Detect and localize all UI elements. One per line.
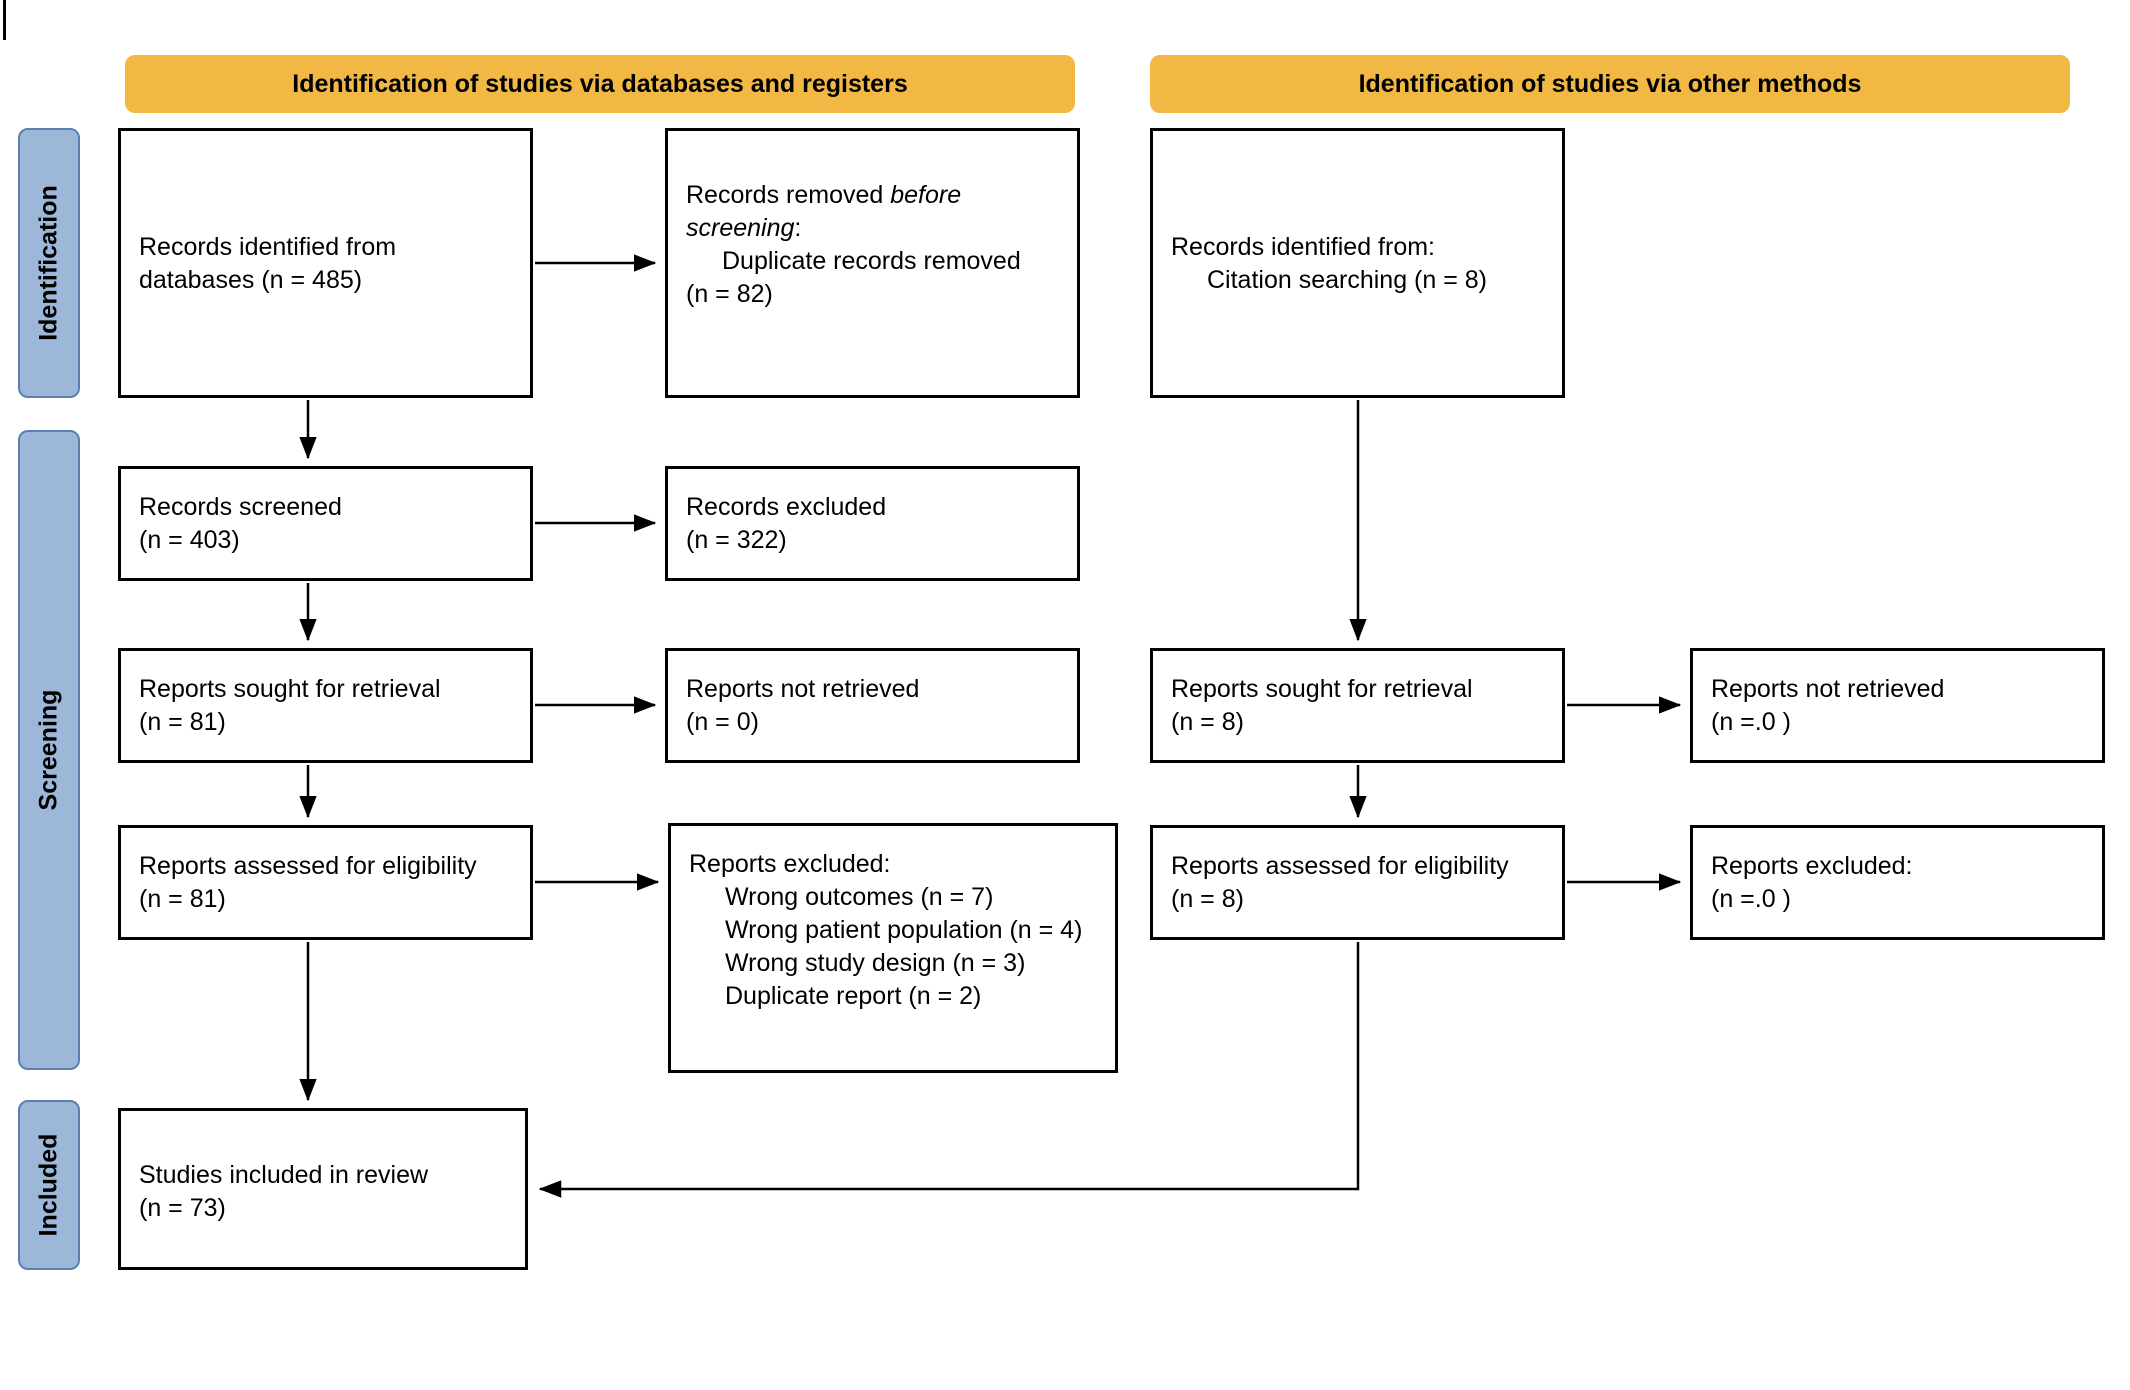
box-reports-assessed-other [1150,825,1565,940]
records-identified-other-line1: Records identified from: [1171,233,1436,261]
stage-label-included [18,1100,80,1270]
header-other-label: Identification of studies via other methods [1358,69,1862,98]
reports-assessed-db-line1: Reports assessed for eligibility [139,852,477,880]
reports-assessed-other-line1: Reports assessed for eligibility [1171,852,1509,880]
records-removed-line4: (n = 82) [686,280,773,308]
records-excluded-line1: Records excluded [686,493,887,521]
records-removed-text: Records removed [686,181,891,209]
box-records-identified-databases [118,128,533,398]
stage-label-screening [18,430,80,1070]
records-identified-line1: Records identified from [139,233,397,261]
records-identified-other-line2: Citation searching (n = 8) [1207,266,1488,294]
reports-notretrieved-db-line1: Reports not retrieved [686,675,920,703]
records-removed-line3: Duplicate records removed [722,247,1021,275]
reports-excluded-item-4: Duplicate report (n = 2) [725,982,982,1010]
header-databases-registers [125,55,1075,113]
records-removed-before-italic: before [890,181,962,209]
box-reports-not-retrieved-databases [665,648,1080,763]
reports-sought-other-line2: (n = 8) [1171,708,1244,736]
reports-excluded-other-line2: (n =.0 ) [1711,885,1791,913]
records-removed-line1 [686,179,1067,212]
box-reports-sought-other [1150,648,1565,763]
stage-identification-text: Identification [34,185,63,341]
reports-notretrieved-db-line2: (n = 0) [686,708,759,736]
reports-excluded-title: Reports excluded: [689,850,891,878]
records-removed-colon: : [794,214,802,242]
box-studies-included [118,1108,528,1270]
reports-sought-other-line1: Reports sought for retrieval [1171,675,1473,703]
stage-label-identification [18,128,80,398]
records-removed-screening-italic: screening [686,214,795,242]
box-records-screened [118,466,533,581]
box-reports-sought-databases [118,648,533,763]
box-reports-excluded-databases [668,823,1118,1073]
stage-included-text: Included [34,1133,63,1237]
box-reports-assessed-databases [118,825,533,940]
box-records-removed-before-screening [665,128,1080,398]
records-screened-line1: Records screened [139,493,342,521]
box-records-identified-other [1150,128,1565,398]
studies-included-line2: (n = 73) [139,1194,226,1222]
reports-excluded-item-1: Wrong outcomes (n = 7) [725,883,994,911]
reports-sought-db-line2: (n = 81) [139,708,226,736]
header-databases-label: Identification of studies via databases and registers [292,69,908,98]
reports-excluded-item-3: Wrong study design (n = 3) [725,949,1026,977]
box-records-excluded [665,466,1080,581]
reports-assessed-db-line2: (n = 81) [139,885,226,913]
box-reports-not-retrieved-other [1690,648,2105,763]
records-removed-line2 [686,212,1067,245]
box-reports-excluded-other [1690,825,2105,940]
reports-excluded-other-line1: Reports excluded: [1711,852,1913,880]
stage-screening-text: Screening [34,689,63,811]
studies-included-line1: Studies included in review [139,1161,429,1189]
reports-sought-db-line1: Reports sought for retrieval [139,675,441,703]
records-excluded-line2: (n = 322) [686,526,787,554]
reports-notretrieved-other-line1: Reports not retrieved [1711,675,1945,703]
page-edge-mark [3,0,6,40]
reports-excluded-item-2: Wrong patient population (n = 4) [725,916,1083,944]
records-identified-line2: databases (n = 485) [139,266,363,294]
reports-assessed-other-line2: (n = 8) [1171,885,1244,913]
reports-notretrieved-other-line2: (n =.0 ) [1711,708,1791,736]
records-screened-line2: (n = 403) [139,526,240,554]
header-other-methods [1150,55,2070,113]
